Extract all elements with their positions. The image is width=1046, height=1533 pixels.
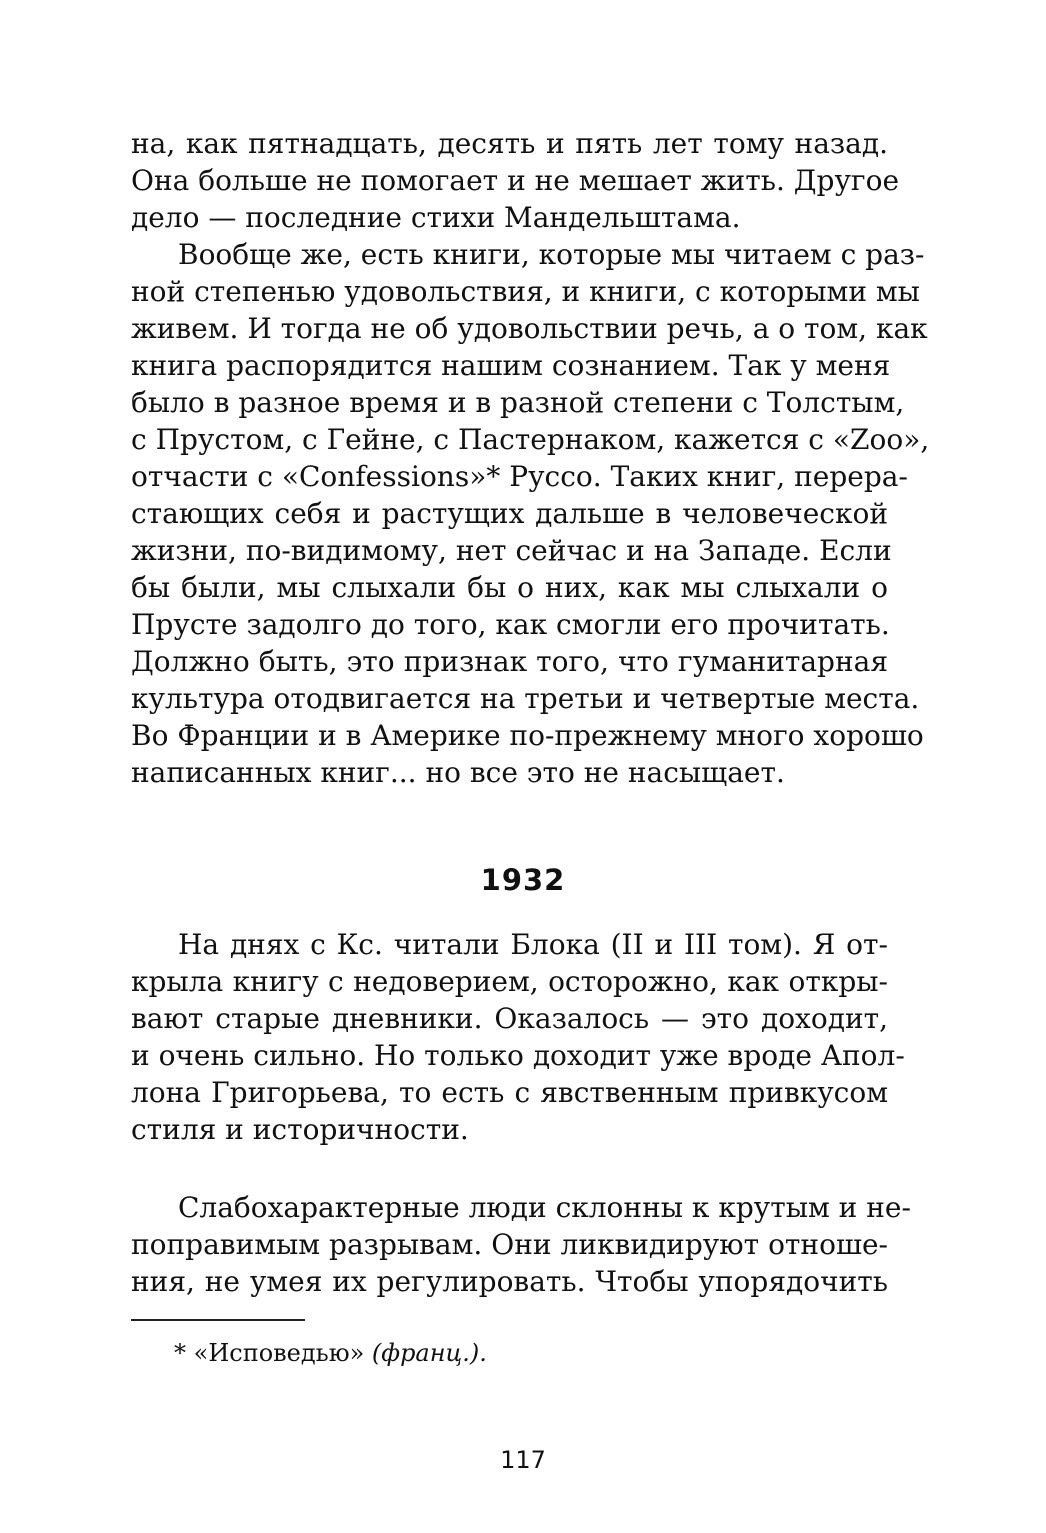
text-line: живем. И тогда не об удовольствии речь, а о том, как [131,312,928,345]
text-line: бы были, мы слыхали бы о них, как мы слыхали о [131,571,888,604]
footnote-note: (франц.). [371,1339,487,1367]
footnote-marker: * [174,1339,186,1367]
text-line: написанных книг... но все это не насыщает. [131,756,785,789]
text-line: ной степенью удовольствия, и книги, с которыми мы [131,275,920,308]
text-line: крыла книгу с недоверием, осторожно, как откры- [131,965,888,998]
text-line: на, как пятнадцать, десять и пять лет тому назад. [131,127,888,160]
text-line: вают старые дневники. Оказалось — это доходит, [131,1002,888,1035]
text-line: Во Франции и в Америке по-прежнему много хорошо [131,719,924,752]
text-line: Вообще же, есть книги, которые мы читаем с раз- [178,238,925,271]
text-line: Слабохарактерные люди склонны к крутым и не- [178,1191,911,1224]
text-line: и очень сильно. Но только доходит уже вроде Апол- [131,1039,905,1072]
text-line: культура отодвигается на третьи и четвертые места. [131,682,920,715]
text-line: отчасти с «Confessions»* Руссо. Таких книг, перера- [131,460,908,493]
text-line: книга распорядится нашим сознанием. Так у меня [131,349,891,382]
text-line: было в разное время и в разной степени с Толстым, [131,386,905,419]
text-line: На днях с Кс. читали Блока (II и III том). Я от- [178,928,888,961]
text-line: стающих себя и растущих дальше в человеческой [131,497,888,530]
text-line: дело — последние стихи Мандельштама. [131,201,741,234]
section-heading: 1932 [480,863,566,897]
text-line: Прусте задолго до того, как смогли его прочитать. [131,608,890,641]
text-line: с Прустом, с Гейне, с Пастернаком, кажется с «Zoo», [131,423,930,456]
text-line: лона Григорьева, то есть с явственным привкусом [131,1076,888,1109]
text-line: жизни, по-видимому, нет сейчас и на Западе. Если [131,534,892,567]
page-number: 117 [500,1446,546,1474]
footnote [174,1337,487,1369]
footnote-quote: «Исповедью» [193,1339,365,1367]
text-line: стиля и историчности. [131,1113,469,1146]
text-line: Она больше не помогает и не мешает жить. Другое [131,164,900,197]
footnote-divider [131,1319,305,1321]
text-line: поправимым разрывам. Они ликвидируют отноше- [131,1228,888,1261]
text-line: Должно быть, это признак того, что гуманитарная [131,645,888,678]
text-line: ния, не умея их регулировать. Чтобы упорядочить [131,1265,888,1298]
